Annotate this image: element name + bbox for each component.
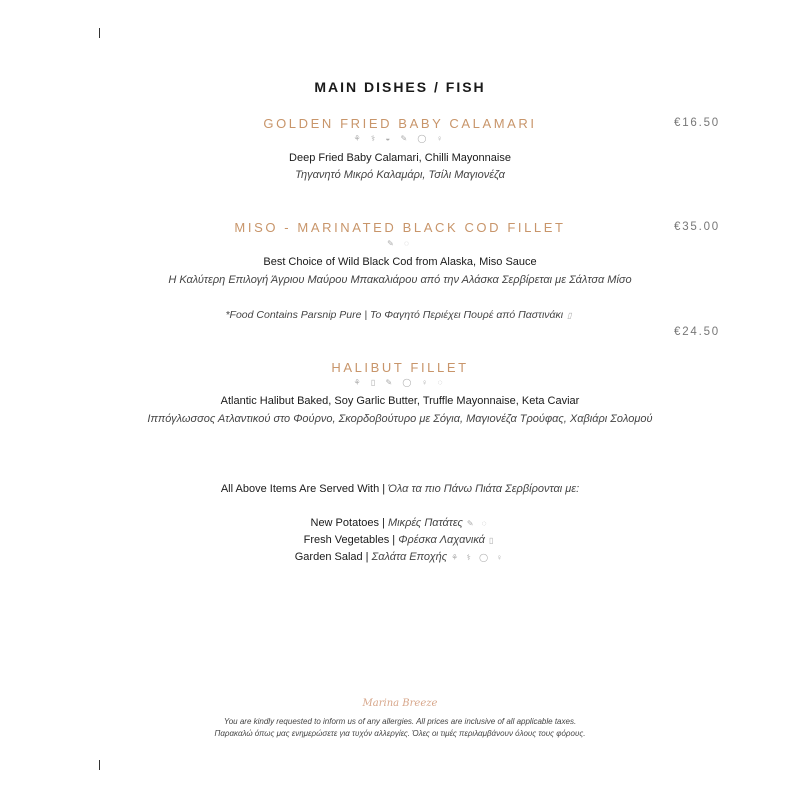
- allergen-icons: ✎ ◌: [387, 239, 413, 248]
- footer-gr: Παρακαλώ όπως μας ενημερώσετε για τυχόν αλλεργίες. Όλες οι τιμές περιλαμβάνουν όλους τους φόρους.: [214, 729, 586, 738]
- side-item: New Potatoes | Μικρές Πατάτες ✎ ◌: [310, 517, 490, 529]
- dish-price: €35.00: [674, 221, 720, 233]
- dish-description-en: Atlantic Halibut Baked, Soy Garlic Butter, Truffle Mayonnaise, Keta Caviar: [220, 395, 580, 407]
- footer-en: You are kindly requested to inform us of any allergies. All prices are inclusive of all applicable taxes.: [223, 717, 577, 726]
- dish-description-en: Deep Fried Baby Calamari, Chilli Mayonnaise: [289, 152, 511, 164]
- dish-description-gr: Η Καλύτερη Επιλογή Άγριου Μαύρου Μπακαλιάρου από την Αλάσκα Σερβίρεται με Σάλτσα Μίσο: [168, 274, 632, 286]
- section-title: MAIN DISHES / FISH: [314, 79, 486, 95]
- restaurant-logo: Marina Breeze: [362, 698, 438, 709]
- allergen-icons: ▯: [488, 536, 497, 545]
- dish-price: €24.50: [674, 326, 720, 338]
- allergen-icons: ⚘ ⚕ ◯ ♀: [451, 553, 506, 562]
- dish-name: GOLDEN FRIED BABY CALAMARI: [263, 116, 537, 131]
- crop-mark: [99, 28, 100, 38]
- dish-price: €16.50: [674, 117, 720, 129]
- dish-name: MISO - MARINATED BLACK COD FILLET: [234, 220, 566, 235]
- dish-description-en: Best Choice of Wild Black Cod from Alaska, Miso Sauce: [263, 256, 537, 268]
- dish-description-gr: Ιππόγλωσσος Ατλαντικού στο Φούρνο, Σκορδοβούτυρο με Σόγια, Μαγιονέζα Τρούφας, Χαβιάρι Σολομού: [147, 413, 653, 425]
- dish-name: HALIBUT FILLET: [331, 360, 469, 375]
- crop-mark: [99, 760, 100, 770]
- allergen-icon: ▯: [567, 311, 575, 320]
- dish-description-gr: Τηγανητό Μικρό Καλαμάρι, Τσίλι Μαγιονέζα: [295, 169, 505, 181]
- allergen-icons: ⚘ ⚕ ◒ ✎ ◯ ♀: [353, 134, 447, 143]
- side-item: Fresh Vegetables | Φρέσκα Λαχανικά ▯: [303, 534, 497, 546]
- served-with-heading: All Above Items Are Served With | Όλα τα πιο Πάνω Πιάτα Σερβίρονται με:: [220, 483, 580, 495]
- allergen-icons: ✎ ◌: [466, 519, 490, 528]
- dish-note: *Food Contains Parsnip Pure | Το Φαγητό Περιέχει Πουρέ από Παστινάκι ▯: [225, 309, 575, 321]
- allergen-icons: ⚘ ▯ ✎ ◯ ♀ ◌: [353, 378, 447, 387]
- side-item: Garden Salad | Σαλάτα Εποχής ⚘ ⚕ ◯ ♀: [294, 551, 506, 563]
